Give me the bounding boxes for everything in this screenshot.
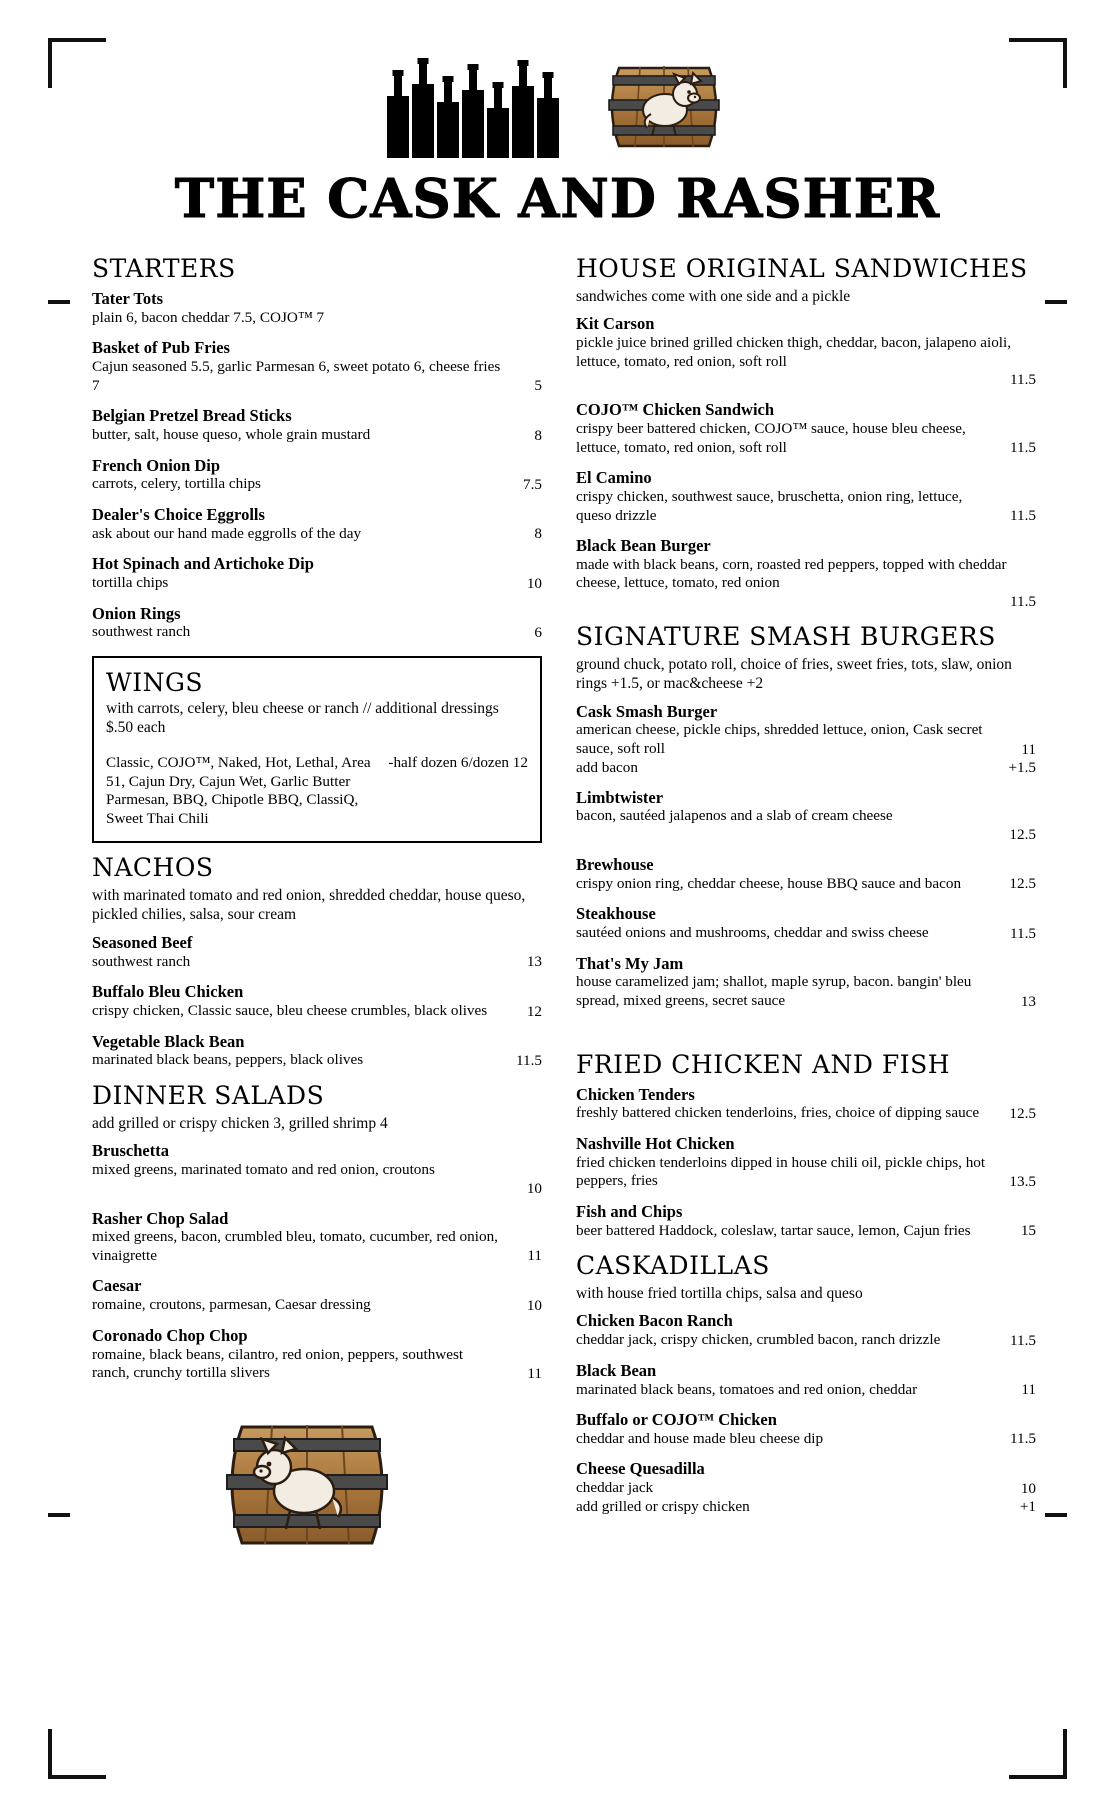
item-desc: freshly battered chicken tenderloins, fries, choice of dipping sauce — [576, 1104, 980, 1122]
item-price: 11 — [1021, 740, 1036, 758]
item-desc: carrots, celery, tortilla chips — [92, 475, 261, 493]
side-tick-left-top — [48, 300, 70, 304]
barrel-pig-icon-bottom — [212, 1409, 402, 1559]
menu-item — [92, 1276, 542, 1314]
item-desc: crispy chicken, southwest sauce, bruschetta, onion ring, lettuce, queso drizzle — [576, 487, 963, 524]
section-wings — [92, 656, 542, 843]
section-title-fried: FRIED CHICKEN AND FISH — [576, 1049, 951, 1079]
corner-bracket-bottom-right — [1009, 1729, 1067, 1779]
item-price: 11.5 — [1009, 507, 1036, 525]
menu-columns — [0, 230, 1115, 1559]
item-name: Buffalo Bleu Chicken — [92, 982, 244, 1002]
item-name: Buffalo or COJO™ Chicken — [576, 1410, 777, 1430]
item-name: Onion Rings — [92, 603, 181, 623]
item-name: Vegetable Black Bean — [92, 1031, 245, 1051]
item-desc: cheddar jack — [576, 1479, 654, 1497]
menu-item — [576, 1311, 1036, 1349]
section-signature-smash-burgers — [576, 622, 1036, 1011]
item-price: 6 — [534, 623, 542, 641]
item-desc: house caramelized jam; shallot, maple syrup, bacon. bangin' bleu spread, mixed greens, secret sauce — [576, 973, 972, 1009]
item-desc: southwest ranch — [92, 623, 191, 641]
item-price: 11 — [527, 1247, 542, 1265]
item-desc: bacon, sautéed jalapenos and a slab of cream cheese — [576, 807, 893, 825]
item-name: Cheese Quesadilla — [576, 1459, 705, 1479]
menu-item — [92, 289, 542, 327]
wings-price: -half dozen 6/dozen 12 — [388, 753, 528, 771]
item-desc: cheddar jack, crispy chicken, crumbled bacon, ranch drizzle — [576, 1331, 941, 1349]
item-price: 11.5 — [1009, 1331, 1036, 1349]
item-name: El Camino — [576, 468, 652, 488]
item-price: 11 — [527, 1364, 542, 1382]
item-extra-price: +1 — [1019, 1497, 1036, 1515]
section-nachos — [92, 853, 542, 1070]
item-name: Seasoned Beef — [92, 932, 193, 952]
item-desc: tortilla chips — [92, 574, 169, 592]
item-price: 11.5 — [1009, 924, 1036, 942]
section-title-nachos: NACHOS — [92, 853, 214, 883]
item-desc: crispy beer battered chicken, COJO™ sauce, house bleu cheese, lettuce, tomato, red onion, soft roll — [576, 420, 966, 456]
section-starters — [92, 254, 542, 642]
item-name: Tater Tots — [92, 289, 164, 308]
item-name: Chicken Bacon Ranch — [576, 1311, 733, 1331]
item-price: 11.5 — [515, 1051, 542, 1069]
item-name: Hot Spinach and Artichoke Dip — [92, 554, 314, 574]
item-price: 5 — [534, 377, 542, 395]
menu-item — [576, 536, 1036, 611]
item-price: 8 — [534, 525, 542, 543]
item-price: 12.5 — [1009, 875, 1036, 893]
item-price: 10 — [1020, 1479, 1036, 1497]
section-caskadillas — [576, 1251, 1036, 1516]
item-desc: romaine, croutons, parmesan, Caesar dressing — [92, 1296, 371, 1314]
menu-item — [92, 604, 542, 642]
item-price: 7.5 — [523, 475, 542, 493]
section-title-caskadillas: CASKADILLAS — [576, 1251, 770, 1281]
menu-item — [576, 855, 1036, 893]
item-desc: southwest ranch — [92, 952, 191, 970]
item-price: 15 — [1020, 1222, 1036, 1240]
salads-subtitle: add grilled or crispy chicken 3, grilled shrimp 4 — [92, 1114, 388, 1132]
item-price: 11 — [1021, 1381, 1036, 1399]
side-tick-right-top — [1045, 300, 1067, 304]
barrel-pig-icon — [599, 54, 729, 158]
item-price: 12.5 — [1009, 825, 1036, 843]
bottles-icon — [387, 84, 559, 158]
menu-item — [92, 982, 542, 1020]
item-name: Basket of Pub Fries — [92, 338, 230, 358]
section-title-sandwiches: HOUSE ORIGINAL SANDWICHES — [576, 254, 1028, 283]
menu-item — [576, 1459, 1036, 1515]
item-extra-label: add bacon — [576, 758, 638, 776]
item-extra-label: add grilled or crispy chicken — [576, 1497, 750, 1515]
item-price: 10 — [526, 574, 542, 592]
corner-bracket-top-right — [1009, 38, 1067, 88]
logo-row — [0, 48, 1115, 158]
item-name: Cask Smash Burger — [576, 701, 718, 721]
item-price: 13 — [1020, 992, 1036, 1010]
section-title-wings: WINGS — [106, 667, 204, 697]
section-house-original-sandwiches — [576, 254, 1036, 611]
menu-item — [576, 1202, 1036, 1240]
section-title-dinner-salads: DINNER SALADS — [92, 1080, 325, 1110]
menu-item — [92, 1209, 542, 1266]
item-desc: cheddar and house made bleu cheese dip — [576, 1429, 824, 1447]
item-desc: ask about our hand made eggrolls of the day — [92, 524, 362, 542]
menu-item — [92, 505, 542, 543]
item-desc: mixed greens, bacon, crumbled bleu, tomato, cucumber, red onion, vinaigrette — [92, 1228, 498, 1264]
item-name: Brewhouse — [576, 854, 654, 874]
item-desc: american cheese, pickle chips, shredded lettuce, onion, Cask secret sauce, soft roll — [576, 721, 983, 758]
item-price: 11.5 — [1009, 592, 1036, 610]
corner-bracket-top-left — [48, 38, 106, 88]
item-name: Rasher Chop Salad — [92, 1208, 229, 1228]
item-name: Nashville Hot Chicken — [576, 1133, 735, 1153]
menu-item — [576, 904, 1036, 942]
item-name: Coronado Chop Chop — [92, 1325, 248, 1345]
section-title-starters: STARTERS — [92, 254, 236, 283]
menu-item — [92, 338, 542, 395]
item-price: 11.5 — [1009, 439, 1036, 457]
left-column — [60, 244, 542, 1559]
menu-header — [0, 0, 1115, 230]
item-price: 12 — [526, 1002, 542, 1020]
page-title: THE CASK AND RASHER — [174, 168, 941, 230]
menu-item — [576, 468, 1036, 525]
wings-flavors: Classic, COJO™, Naked, Hot, Lethal, Area 51, Cajun Dry, Cajun Wet, Garlic Butter Parmesan, BBQ, Chipotle BBQ, ClassiQ, Sweet Thai Chili — [106, 753, 371, 828]
item-name: French Onion Dip — [92, 455, 221, 475]
item-price: 12.5 — [1009, 1104, 1036, 1122]
menu-item — [576, 702, 1036, 777]
item-name: Caesar — [92, 1276, 142, 1296]
menu-item — [92, 1032, 542, 1070]
item-extra-price: +1.5 — [1008, 758, 1036, 776]
menu-item — [92, 1141, 542, 1197]
right-column — [576, 244, 1036, 1527]
side-tick-left-bottom — [48, 1513, 70, 1517]
item-desc: marinated black beans, peppers, black olives — [92, 1051, 364, 1069]
menu-item — [576, 954, 1036, 1011]
item-desc: Cajun seasoned 5.5, garlic Parmesan 6, sweet potato 6, cheese fries 7 — [92, 358, 501, 394]
menu-item — [92, 456, 542, 494]
item-price: 8 — [534, 426, 542, 444]
caskadillas-subtitle: with house fried tortilla chips, salsa and queso — [576, 1285, 863, 1303]
section-dinner-salads — [92, 1081, 542, 1383]
item-desc: crispy chicken, Classic sauce, bleu cheese crumbles, black olives — [92, 1001, 488, 1019]
menu-item — [92, 1326, 542, 1383]
menu-item — [576, 788, 1036, 844]
item-name: Fish and Chips — [576, 1201, 683, 1221]
section-fried-chicken-and-fish — [576, 1050, 1036, 1241]
menu-item — [92, 554, 542, 592]
item-desc: made with black beans, corn, roasted red peppers, topped with cheddar cheese, lettuce, tomato, red onion — [576, 555, 1007, 592]
item-name: Kit Carson — [576, 314, 655, 334]
sandwiches-subtitle: sandwiches come with one side and a pickle — [576, 288, 851, 305]
item-price: 11.5 — [1009, 1430, 1036, 1448]
menu-item — [576, 1361, 1036, 1399]
menu-item — [576, 1410, 1036, 1448]
menu-item — [576, 1085, 1036, 1123]
burgers-subtitle: ground chuck, potato roll, choice of fries, sweet fries, tots, slaw, onion rings +1.5, or mac&cheese +2 — [576, 655, 1012, 693]
item-name: Bruschetta — [92, 1141, 169, 1161]
item-price: 10 — [526, 1179, 542, 1197]
item-desc: pickle juice brined grilled chicken thigh, cheddar, bacon, jalapeno aioli, lettuce, tomato, red onion, soft roll — [576, 334, 1012, 370]
item-name: Chicken Tenders — [576, 1084, 695, 1104]
menu-item — [92, 406, 542, 444]
item-price: 11.5 — [1009, 371, 1036, 389]
item-name: Dealer's Choice Eggrolls — [92, 504, 265, 524]
item-price: 13.5 — [1009, 1172, 1036, 1190]
item-name: Limbtwister — [576, 787, 664, 807]
item-price: 13 — [526, 953, 542, 971]
item-name: Steakhouse — [576, 904, 656, 924]
item-name: COJO™ Chicken Sandwich — [576, 400, 775, 420]
item-desc: butter, salt, house queso, whole grain mustard — [92, 426, 371, 444]
item-desc: crispy onion ring, cheddar cheese, house BBQ sauce and bacon — [576, 874, 962, 892]
wings-subtitle: with carrots, celery, bleu cheese or ranch // additional dressings $.50 each — [106, 699, 499, 737]
section-title-burgers: SIGNATURE SMASH BURGERS — [576, 621, 996, 651]
corner-bracket-bottom-left — [48, 1729, 106, 1779]
item-desc: marinated black beans, tomatoes and red onion, cheddar — [576, 1380, 918, 1398]
item-name: Belgian Pretzel Bread Sticks — [92, 406, 292, 426]
item-desc: beer battered Haddock, coleslaw, tartar sauce, lemon, Cajun fries — [576, 1221, 971, 1239]
item-desc: fried chicken tenderloins dipped in house chili oil, pickle chips, hot peppers, fries — [576, 1153, 986, 1190]
menu-item — [576, 314, 1036, 389]
side-tick-right-bottom — [1045, 1513, 1067, 1517]
item-desc: sautéed onions and mushrooms, cheddar and swiss cheese — [576, 924, 929, 942]
item-desc: mixed greens, marinated tomato and red onion, croutons — [92, 1161, 435, 1179]
item-desc: romaine, black beans, cilantro, red onion, peppers, southwest ranch, crunchy tortilla slivers — [92, 1345, 464, 1382]
item-name: Black Bean Burger — [576, 536, 711, 556]
item-name: That's My Jam — [576, 953, 684, 973]
menu-item — [92, 933, 542, 971]
menu-item — [576, 1134, 1036, 1191]
item-desc: plain 6, bacon cheddar 7.5, COJO™ 7 — [92, 308, 325, 326]
menu-item — [576, 400, 1036, 457]
item-name: Black Bean — [576, 1360, 657, 1380]
item-price: 10 — [526, 1296, 542, 1314]
nachos-subtitle: with marinated tomato and red onion, shredded cheddar, house queso, pickled chilies, salsa, sour cream — [92, 887, 526, 924]
